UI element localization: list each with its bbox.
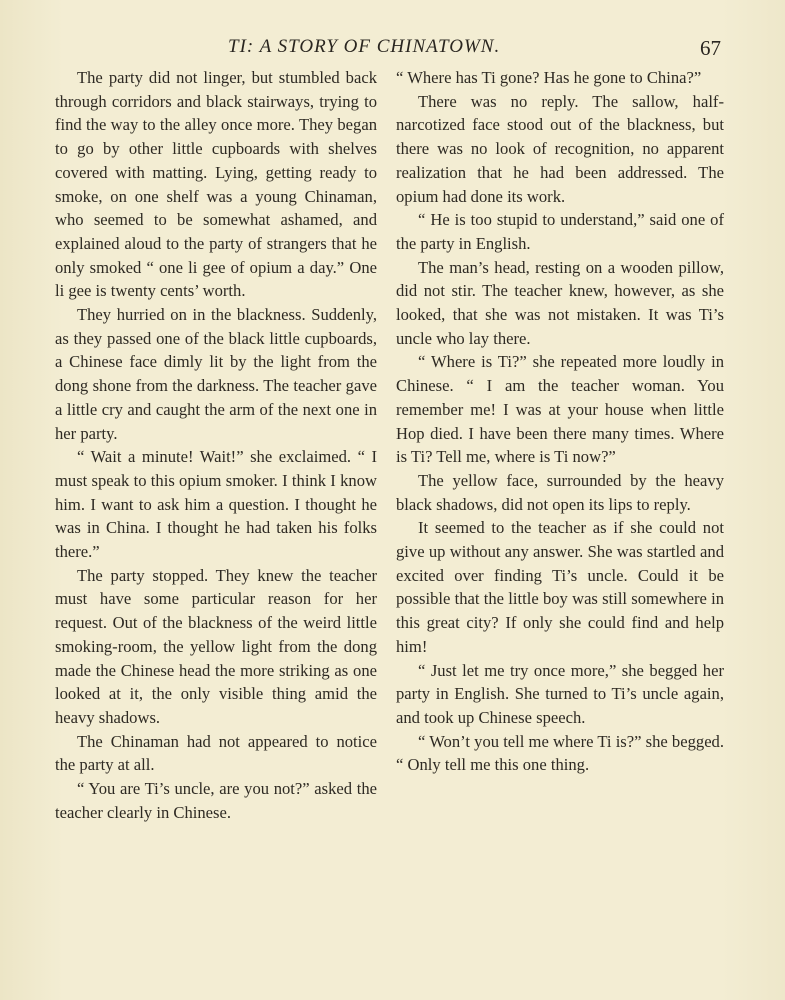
paragraph: The party did not linger, but stumbled back through corridors and black stairways, trying to find the way to the alley once more. They began to go by other little cupboards with shelves covered with matting. Lying, getting ready to smoke, on one shelf was a young Chinaman, who seemed to be somewhat ashamed, and explained aloud to the party of strangers that he only smoked “ one li gee of opium a day.” One li gee is twenty cents’ worth.	[55, 68, 377, 301]
paragraph: The yellow face, surrounded by the heavy black shadows, did not open its lips to reply.	[396, 470, 724, 514]
left-column	[55, 66, 377, 825]
paragraph: The party stopped. They knew the teacher must have some particular reason for her request. Out of the blackness of the weird little smoking-room, the yellow light from the dong made the Chinese head the more striking as one looked at it, the only visible thing amid the heavy shadows.	[55, 565, 377, 727]
paragraph: “ Where is Ti?” she repeated more loudly in Chinese. “ I am the teacher woman. You remember me! I was at your house when little Hop died. I have been there many times. Where is Ti? Tell me, where is Ti now?”	[396, 352, 724, 467]
paragraph: The Chinaman had not appeared to notice the party at all.	[55, 731, 377, 775]
paragraph: “ Just let me try once more,” she begged her party in English. She turned to Ti’s uncle again, and took up Chinese speech.	[396, 660, 724, 727]
paragraph: “ Won’t you tell me where Ti is?” she begged. “ Only tell me this one thing.	[396, 731, 724, 775]
right-column	[396, 66, 724, 777]
paragraph: “ You are Ti’s uncle, are you not?” asked the teacher clearly in Chinese.	[55, 779, 377, 822]
paragraph: There was no reply. The sallow, half-narcotized face stood out of the blackness, but there was no look of recognition, no apparent realization that he had been addressed. The opium had done its work.	[396, 91, 724, 206]
running-title: TI: A STORY OF CHINATOWN.	[228, 36, 501, 57]
paragraph: “ Wait a minute! Wait!” she exclaimed. “ I must speak to this opium smoker. I think I know him. I want to ask him a question. I thought he was in China. I thought he had taken his folks there.”	[55, 447, 377, 562]
paragraph: The man’s head, resting on a wooden pillow, did not stir. The teacher knew, however, as she looked, that she was not mistaken. It was Ti’s uncle who lay there.	[396, 257, 724, 348]
paragraph: It seemed to the teacher as if she could not give up without any answer. She was startled and excited over finding Ti’s uncle. Could it be possible that the little boy was still somewhere in this great city? If only she could find and help him!	[396, 518, 724, 656]
paragraph: “ Where has Ti gone? Has he gone to China?”	[396, 68, 702, 87]
page-number: 67	[700, 36, 721, 60]
paragraph: “ He is too stupid to understand,” said one of the party in English.	[396, 210, 724, 253]
paragraph: They hurried on in the blackness. Suddenly, as they passed one of the black little cupboards, a Chinese face dimly lit by the light from the dong shone from the darkness. The teacher gave a little cry and caught the arm of the next one in her party.	[55, 305, 377, 443]
